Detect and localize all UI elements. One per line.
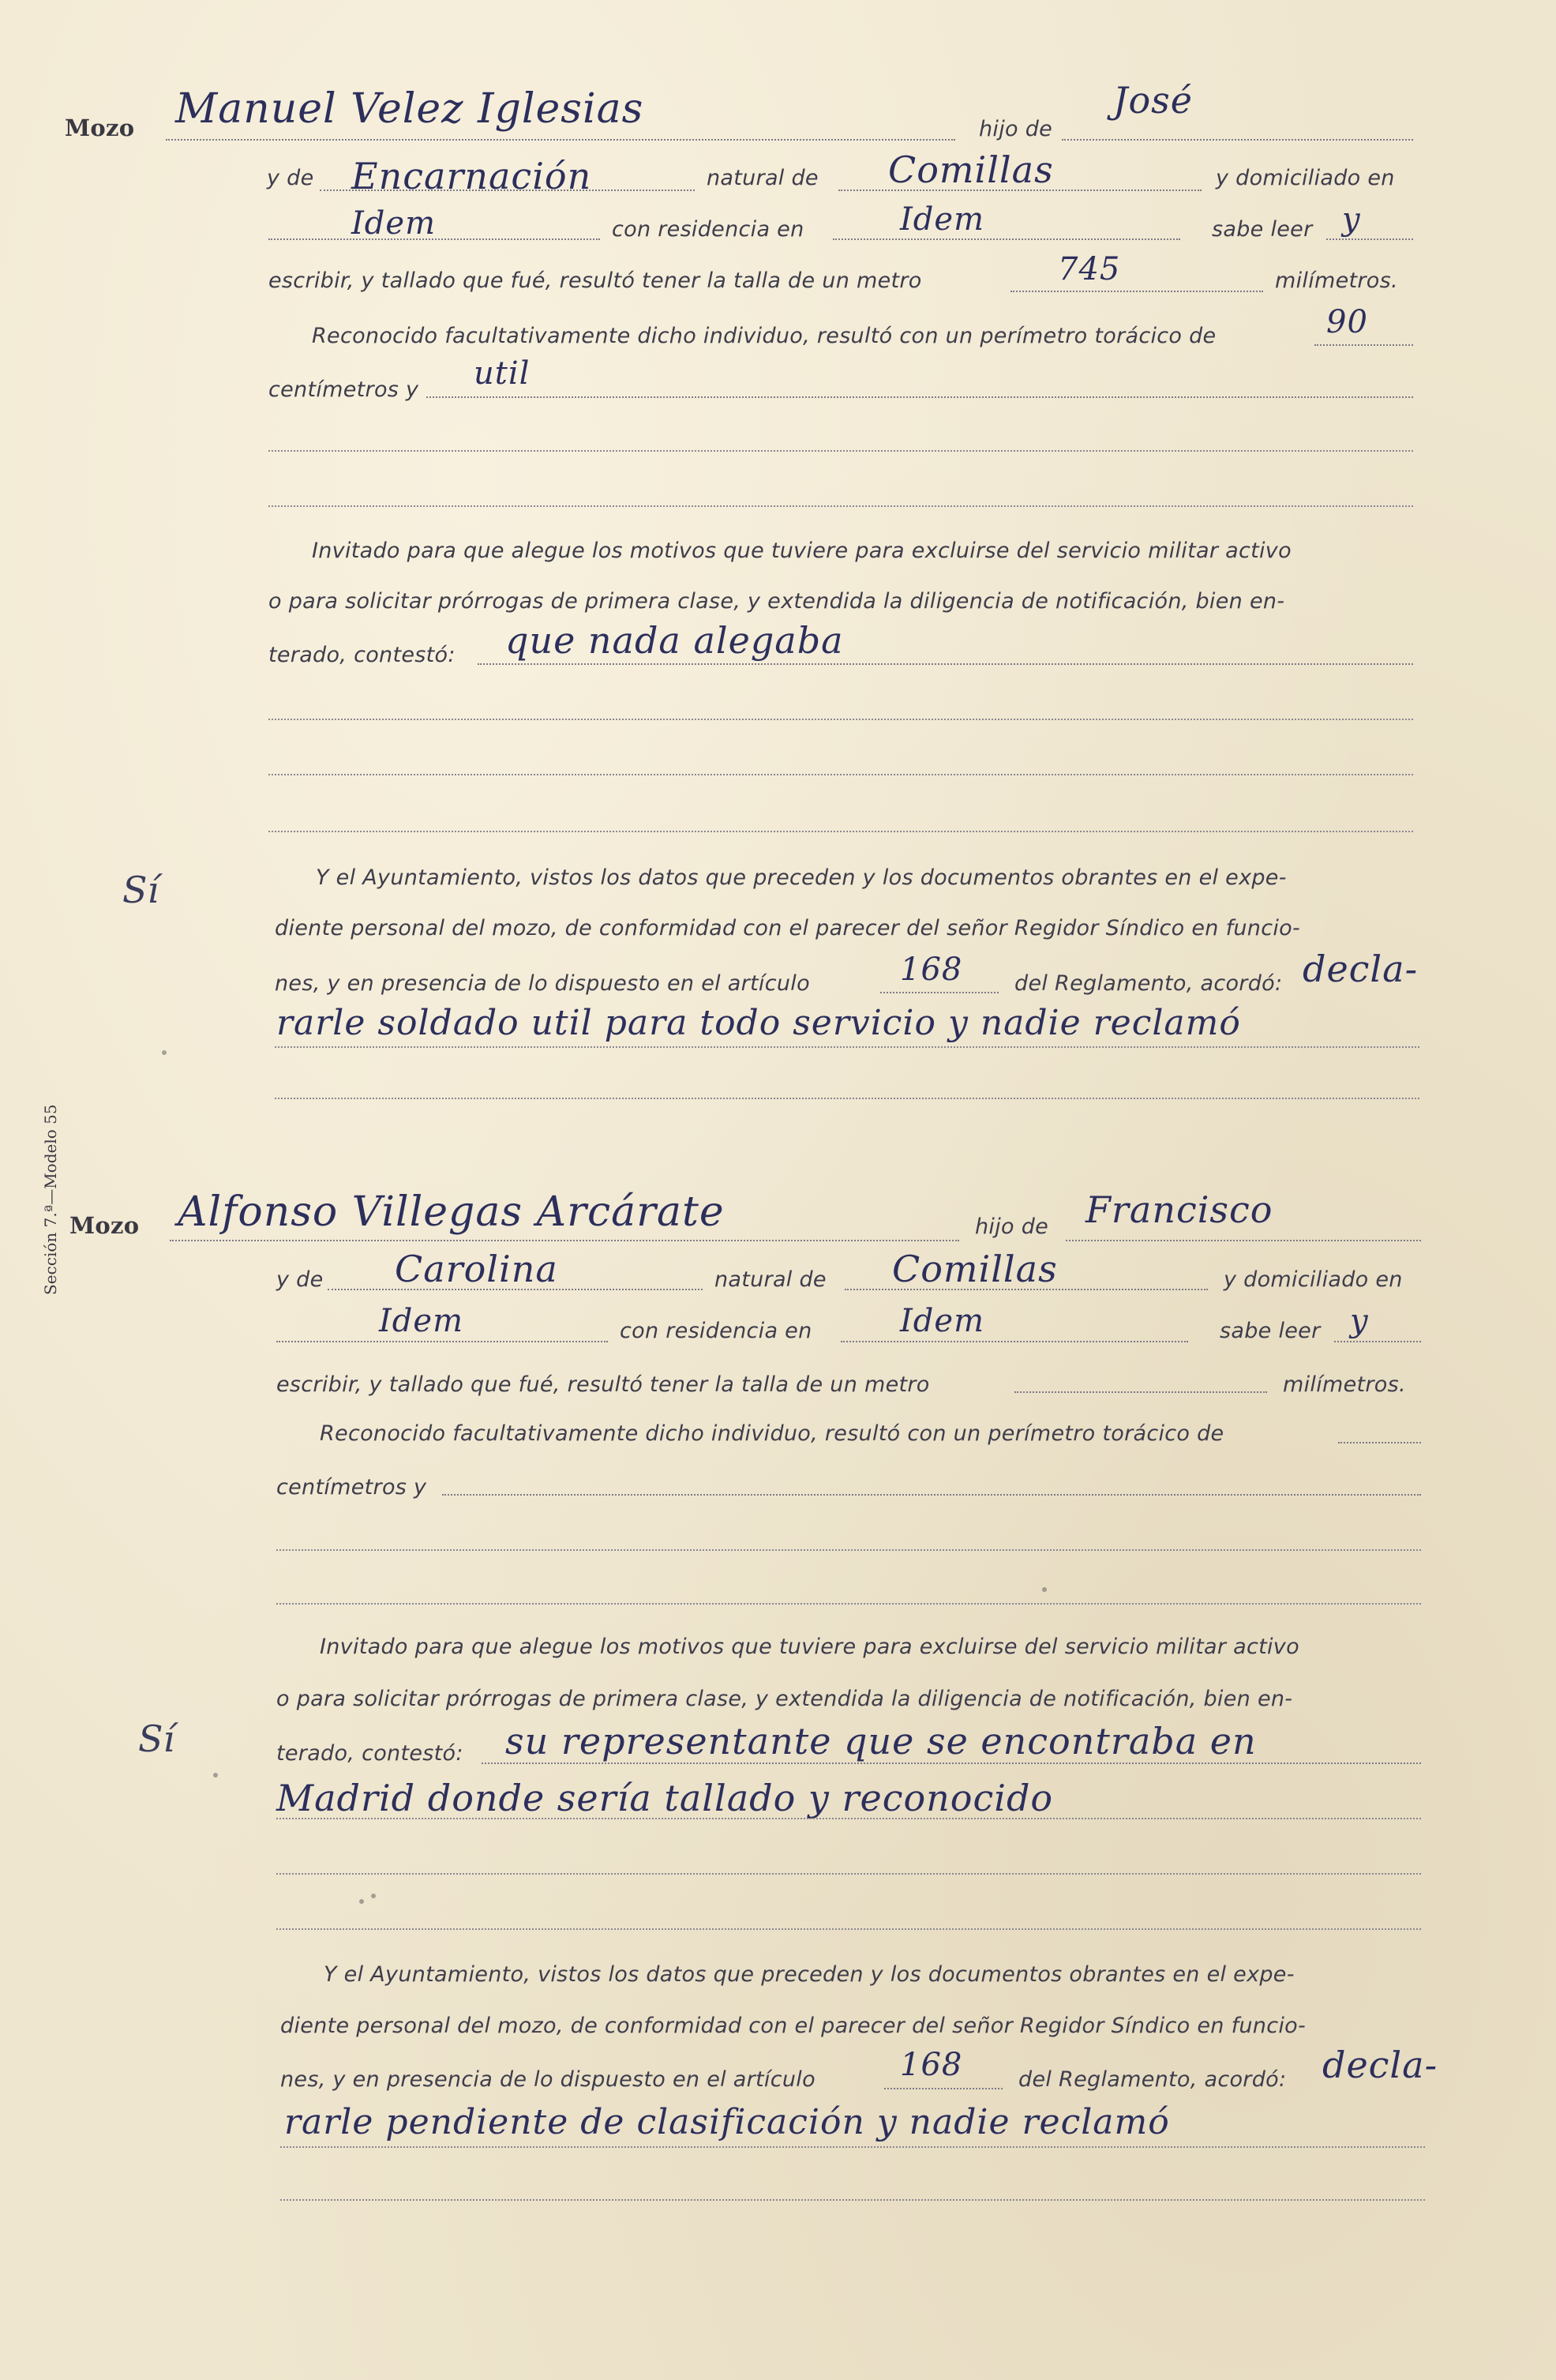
blank-line — [276, 1928, 1421, 1930]
dotted-line — [1334, 1341, 1421, 1342]
dotted-line — [170, 1240, 959, 1241]
dotted-line — [1314, 344, 1413, 346]
father-name: José — [1113, 79, 1193, 122]
estado-value: util — [474, 355, 531, 392]
ayuntamiento-text-1: Y el Ayuntamiento, vistos los datos que preceden y los documentos obrantes en el expe- — [324, 1962, 1295, 1987]
hijo-de-label: hijo de — [975, 1214, 1049, 1239]
sabe-leer-label: sabe leer — [1212, 217, 1313, 242]
ayuntamiento-text-2: diente personal del mozo, de conformidad con el parecer del señor Regidor Síndico en funcio- — [275, 916, 1301, 940]
dotted-line — [442, 1494, 1421, 1496]
reglamento-label: del Reglamento, acordó: — [1014, 971, 1283, 996]
dotted-line — [482, 1762, 1421, 1764]
domiciliado-label: y domiciliado en — [1216, 166, 1395, 190]
perimetro-value: 90 — [1326, 304, 1368, 340]
ayuntamiento-text-3: nes, y en presencia de lo dispuesto en el artículo — [280, 2067, 815, 2092]
dotted-line — [841, 1341, 1188, 1342]
centimetros-label: centímetros y — [276, 1475, 427, 1500]
acordo-value-2: rarle soldado util para todo servicio y nadie reclamó — [276, 1003, 1241, 1043]
residencia-label: con residencia en — [620, 1319, 812, 1343]
dotted-line — [166, 139, 955, 141]
dotted-line — [328, 1289, 703, 1290]
sabe-leer-value: y — [1350, 1303, 1369, 1339]
y-de-label: y de — [276, 1267, 324, 1292]
residencia-value: Idem — [900, 1303, 985, 1339]
mother-name: Encarnación — [351, 155, 592, 197]
acordo-value-1: decla- — [1303, 948, 1419, 990]
section-model-label: Sección 7.ª—Modelo 55 — [41, 1104, 60, 1295]
dotted-line — [1062, 139, 1413, 141]
natural-place: Comillas — [888, 148, 1054, 191]
dotted-line — [833, 238, 1180, 240]
dotted-line — [426, 396, 1413, 398]
ayuntamiento-text-3: nes, y en presencia de lo dispuesto en el artículo — [275, 971, 810, 996]
dotted-line — [1338, 1442, 1421, 1443]
signature-line — [280, 2146, 1425, 2148]
dotted-line — [880, 992, 999, 993]
ink-speck — [213, 1773, 218, 1777]
y-de-label: y de — [267, 166, 314, 190]
natural-de-label: natural de — [714, 1267, 827, 1292]
father-name: Francisco — [1085, 1188, 1273, 1231]
contesto-value-2: Madrid donde sería tallado y reconocido — [276, 1777, 1054, 1819]
invitado-text-2: o para solicitar prórrogas de primera clase, y extendida la diligencia de notificación, bien en- — [268, 589, 1285, 614]
ink-speck — [162, 1050, 167, 1055]
dotted-line — [1326, 238, 1413, 240]
ink-speck — [371, 1894, 376, 1898]
escribir-talla-label: escribir, y tallado que fué, resultó tener la talla de un metro — [276, 1372, 930, 1397]
contesto-value-1: su representante que se encontraba en — [505, 1720, 1257, 1762]
blank-line — [276, 1549, 1421, 1551]
invitado-text-2: o para solicitar prórrogas de primera clase, y extendida la diligencia de notificación, bien en- — [276, 1687, 1293, 1711]
mother-name: Carolina — [395, 1248, 558, 1290]
dotted-line — [845, 1289, 1208, 1290]
ink-speck — [359, 1899, 364, 1904]
natural-de-label: natural de — [707, 166, 819, 190]
acordo-value-2: rarle pendiente de clasificación y nadie reclamó — [284, 2102, 1170, 2142]
milimetros-label: milímetros. — [1275, 268, 1398, 293]
ayuntamiento-text-1: Y el Ayuntamiento, vistos los datos que preceden y los documentos obrantes en el expe- — [316, 865, 1287, 890]
articulo-value: 168 — [900, 2047, 963, 2083]
acordo-value-1: decla- — [1322, 2044, 1438, 2086]
domicilio-value: Idem — [379, 1303, 464, 1339]
blank-line — [268, 774, 1413, 775]
margin-annotation: Sí — [122, 869, 159, 911]
margin-annotation: Sí — [138, 1717, 175, 1760]
escribir-talla-label: escribir, y tallado que fué, resultó tener la talla de un metro — [268, 268, 922, 293]
dotted-line — [276, 1341, 608, 1342]
natural-place: Comillas — [892, 1248, 1058, 1290]
blank-line — [268, 450, 1413, 452]
talla-value: 745 — [1058, 251, 1121, 287]
enterado-label: terado, contestó: — [276, 1741, 463, 1766]
dotted-line — [320, 190, 695, 191]
centimetros-label: centímetros y — [268, 377, 419, 402]
invitado-text-1: Invitado para que alegue los motivos que tuviere para excluirse del servicio militar activo — [320, 1635, 1299, 1659]
mozo-label: Mozo — [65, 114, 135, 141]
ayuntamiento-text-2: diente personal del mozo, de conformidad con el parecer del señor Regidor Síndico en funcio- — [280, 2014, 1307, 2038]
blank-line — [280, 2199, 1425, 2201]
blank-line — [276, 1873, 1421, 1875]
residencia-label: con residencia en — [612, 217, 804, 242]
residencia-value: Idem — [900, 201, 985, 238]
dotted-line — [1066, 1240, 1421, 1241]
blank-line — [275, 1098, 1419, 1099]
reconocido-label: Reconocido facultativamente dicho individuo, resultó con un perímetro torácico de — [320, 1421, 1224, 1446]
mozo-name: Manuel Velez Iglesias — [175, 85, 644, 133]
dotted-line — [884, 2088, 1003, 2089]
milimetros-label: milímetros. — [1283, 1372, 1406, 1397]
blank-line — [276, 1603, 1421, 1605]
dotted-line — [268, 238, 600, 240]
domicilio-value: Idem — [351, 205, 437, 242]
sabe-leer-label: sabe leer — [1220, 1319, 1321, 1343]
blank-line — [276, 1818, 1421, 1819]
blank-line — [268, 505, 1413, 507]
mozo-label: Mozo — [69, 1212, 140, 1239]
blank-line — [268, 719, 1413, 720]
blank-line — [268, 831, 1413, 832]
sabe-leer-value: y — [1342, 201, 1361, 238]
reglamento-label: del Reglamento, acordó: — [1018, 2067, 1287, 2092]
signature-line — [275, 1046, 1419, 1048]
invitado-text-1: Invitado para que alegue los motivos que tuviere para excluirse del servicio militar activo — [312, 539, 1292, 563]
ink-speck — [1042, 1587, 1047, 1592]
reconocido-label: Reconocido facultativamente dicho individuo, resultó con un perímetro torácico de — [312, 324, 1217, 348]
domiciliado-label: y domiciliado en — [1224, 1267, 1403, 1292]
dotted-line — [838, 190, 1202, 191]
articulo-value: 168 — [900, 952, 963, 988]
dotted-line — [1010, 291, 1263, 292]
mozo-name: Alfonso Villegas Arcárate — [178, 1188, 725, 1236]
contesto-value: que nada alegaba — [505, 619, 844, 662]
enterado-label: terado, contestó: — [268, 643, 456, 667]
dotted-line — [1014, 1391, 1267, 1393]
dotted-line — [478, 663, 1413, 665]
hijo-de-label: hijo de — [979, 117, 1053, 141]
